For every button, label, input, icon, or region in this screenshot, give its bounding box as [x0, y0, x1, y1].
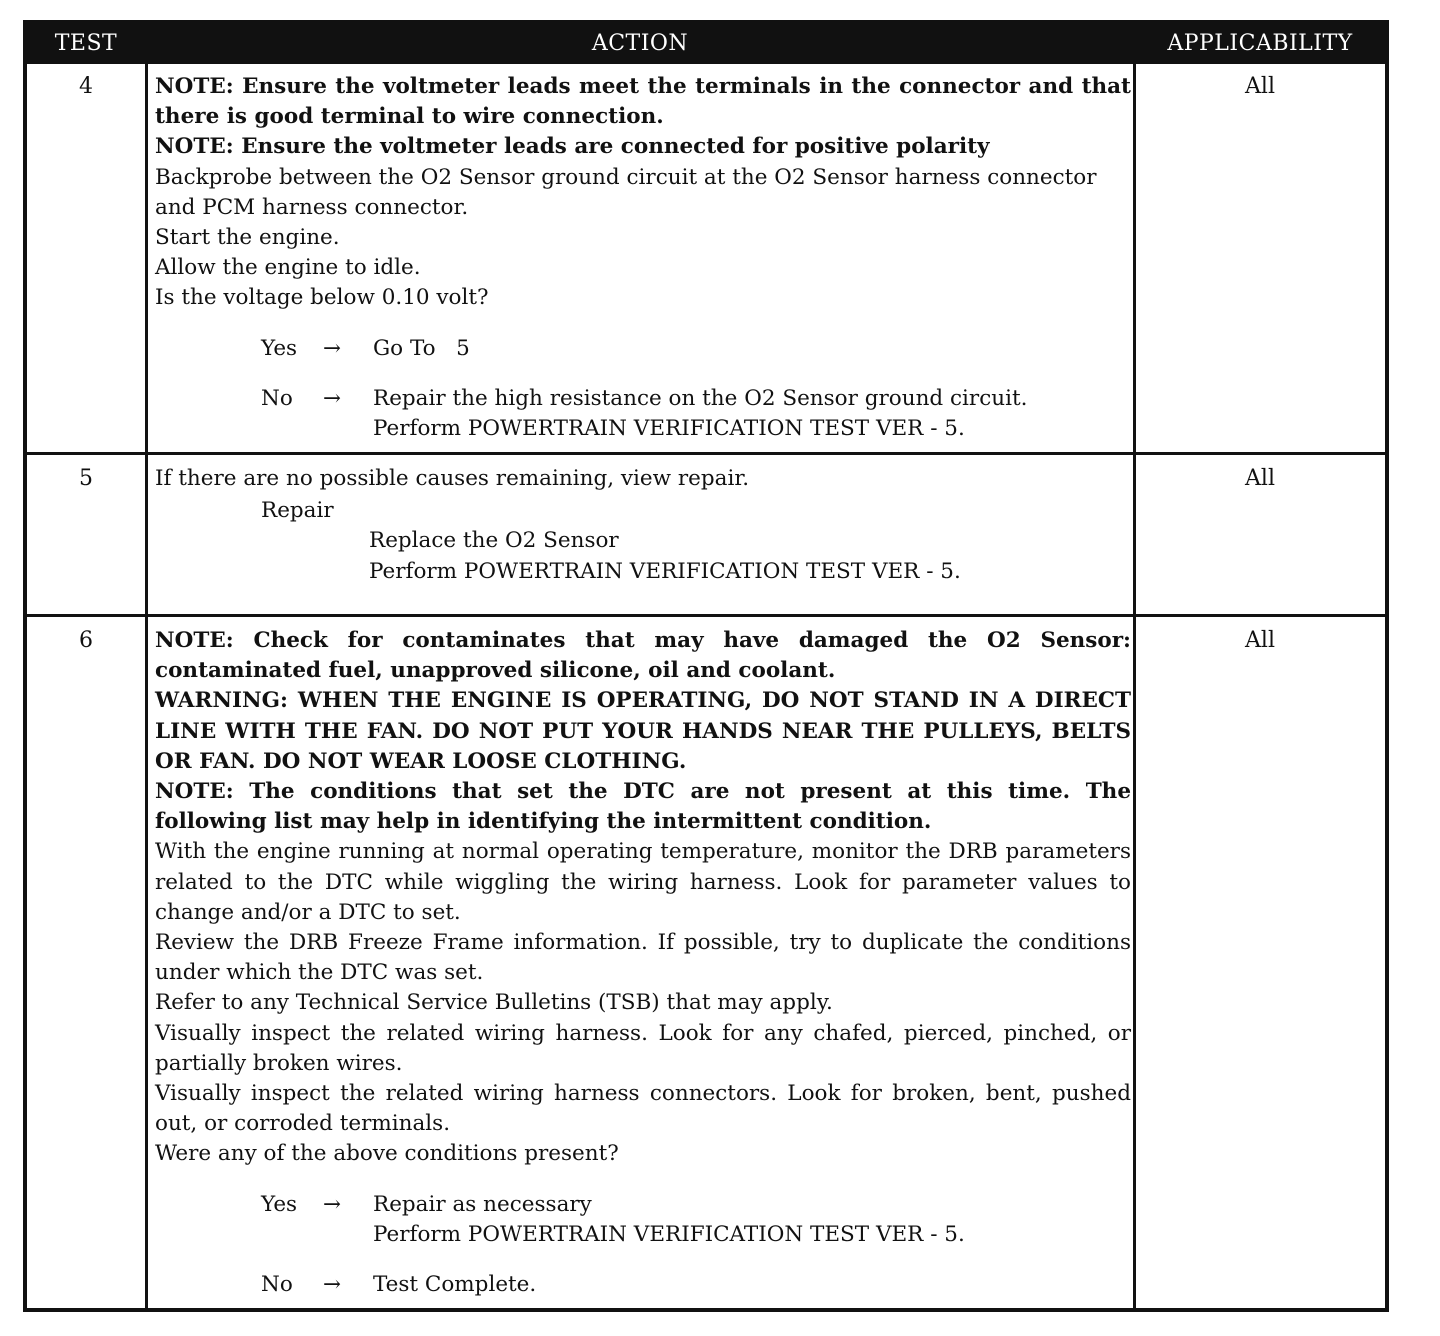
step: Backprobe between the O2 Sensor ground circuit at the O2 Sensor harness connector and PCM harness connector. [155, 164, 1097, 220]
question: Is the voltage below 0.10 volt? [155, 285, 489, 311]
row-divider [27, 452, 1385, 455]
header-action: ACTION [591, 31, 689, 56]
yes-action: Repair as necessary [373, 1191, 592, 1217]
yes-label: Yes [261, 335, 298, 361]
warning: WARNING: WHEN THE ENGINE IS OPERATING, DO NOT STAND IN A DIRECT LINE WITH THE FAN. DO NOT PUT YOUR HANDS NEAR THE PULLEYS, BELTS OR FAN. DO NOT WEAR LOOSE CLOTHING. [155, 688, 1131, 774]
test-number: 5 [79, 466, 93, 491]
yes-action: Go To 5 [373, 335, 470, 361]
arrow-icon: → [323, 385, 342, 411]
arrow-icon: → [323, 1191, 342, 1217]
action-cell [155, 72, 1131, 444]
action-cell [155, 626, 1131, 1300]
header-test: TEST [54, 31, 118, 56]
step: Refer to any Technical Service Bulletins (TSB) that may apply. [155, 990, 833, 1016]
arrow-icon: → [323, 335, 342, 361]
table-header [27, 24, 1385, 64]
step: Review the DRB Freeze Frame information. If possible, try to duplicate the conditions under which the DTC was set. [155, 930, 1131, 986]
applicability-value: All [1245, 74, 1275, 99]
test-number: 6 [79, 628, 93, 653]
note: NOTE: Check for contaminates that may have damaged the O2 Sensor: contaminated fuel, unapproved silicone, oil and coolant. [155, 628, 1131, 684]
header-applicability: APPLICABILITY [1167, 31, 1353, 56]
step: With the engine running at normal operating temperature, monitor the DRB parameters related to the DTC while wiggling the wiring harness. Look for parameter values to change and/or a DTC to set. [155, 839, 1131, 925]
yes-branch [155, 1190, 1131, 1250]
no-action: Test Complete. [373, 1272, 537, 1298]
note: NOTE: The conditions that set the DTC are not present at this time. The following list may help in identifying the intermittent condition. [155, 779, 1131, 835]
no-action: Repair the high resistance on the O2 Sensor ground circuit. [373, 385, 1028, 411]
no-label: No [261, 385, 293, 411]
test-number: 4 [79, 74, 93, 99]
no-branch [155, 1270, 1131, 1300]
applicability-value: All [1245, 628, 1275, 653]
row-divider [27, 614, 1385, 617]
applicability-value: All [1245, 466, 1275, 491]
yes-action-verify: Perform POWERTRAIN VERIFICATION TEST VER - 5. [373, 1221, 965, 1247]
note: NOTE: Ensure the voltmeter leads are connected for positive polarity [155, 134, 990, 160]
no-label: No [261, 1272, 293, 1298]
arrow-icon: → [323, 1272, 342, 1298]
repair-label: Repair [261, 498, 334, 524]
step: Visually inspect the related wiring harness connectors. Look for broken, bent, pushed out, or corroded terminals. [155, 1081, 1131, 1137]
action-cell [155, 464, 1131, 587]
column-divider [1133, 64, 1136, 1308]
repair-action-verify: Perform POWERTRAIN VERIFICATION TEST VER - 5. [369, 558, 961, 584]
no-branch [155, 384, 1131, 444]
question: Were any of the above conditions present? [155, 1141, 619, 1167]
step: Start the engine. [155, 225, 340, 251]
step: If there are no possible causes remaining, view repair. [155, 466, 750, 491]
no-action-verify: Perform POWERTRAIN VERIFICATION TEST VER - 5. [373, 416, 965, 442]
step: Allow the engine to idle. [155, 255, 421, 281]
yes-branch [155, 334, 1131, 364]
repair-action: Replace the O2 Sensor [369, 528, 619, 554]
procedure-table [23, 20, 1389, 1312]
note: NOTE: Ensure the voltmeter leads meet the terminals in the connector and that there is good terminal to wire connection. [155, 74, 1131, 130]
column-divider [145, 64, 148, 1308]
step: Visually inspect the related wiring harness. Look for any chafed, pierced, pinched, or partially broken wires. [155, 1020, 1131, 1076]
yes-label: Yes [261, 1191, 298, 1217]
